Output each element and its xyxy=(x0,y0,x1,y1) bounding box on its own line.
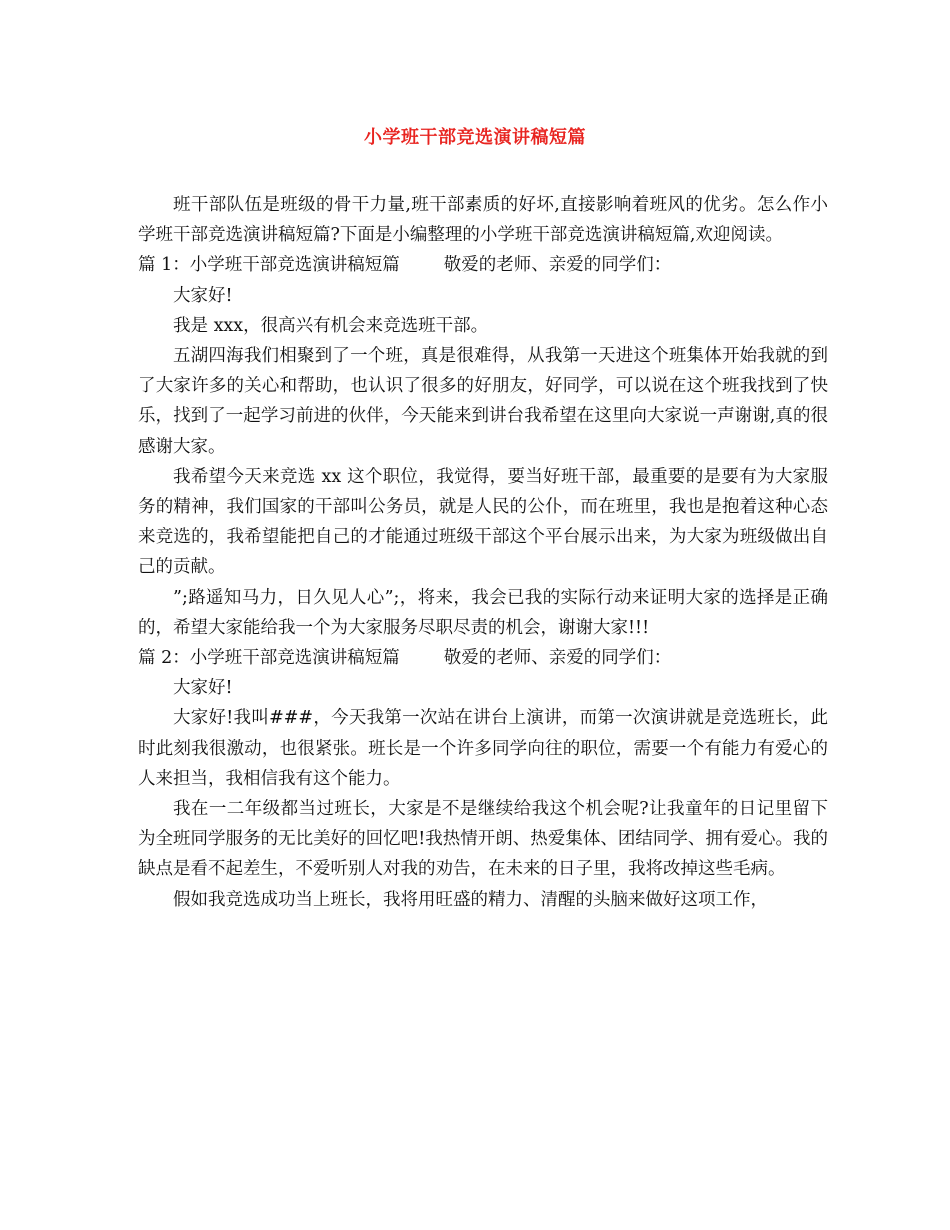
section-1-paragraph: 五湖四海我们相聚到了一个班，真是很难得，从我第一天进这个班集体开始我就的到了大家许多的关心和帮助，也认识了很多的好朋友，好同学，可以说在这个班我找到了快乐，找到了一起学习前进的伙伴，今天能来到讲台我希望在这里向大家说一声谢谢,真的很感谢大家。 xyxy=(138,346,828,457)
document-body xyxy=(138,190,828,915)
section-2-salutation: 敬爱的老师、亲爱的同学们： xyxy=(443,648,672,669)
section-1-paragraph: ”;路遥知马力，日久见人心”;，将来，我会已我的实际行动来证明大家的选择是正确的，希望大家能给我一个为大家服务尽职尽责的机会，谢谢大家!!! xyxy=(138,587,828,638)
section-1-salutation: 敬爱的老师、亲爱的同学们： xyxy=(443,255,672,276)
section-1-paragraph: 我希望今天来竞选 xx 这个职位，我觉得，要当好班干部，最重要的是要有为大家服务的精神，我们国家的干部叫公务员，就是人民的公仆，而在班里，我也是抱着这种心态来竞选的，我希望能把自己的才能通过班级干部这个平台展示出来，为大家为班级做出自己的贡献。 xyxy=(138,466,828,578)
section-1-heading-line xyxy=(138,250,828,280)
section-2-paragraph: 假如我竞选成功当上班长，我将用旺盛的精力、清醒的头脑来做好这项工作， xyxy=(173,889,768,910)
section-1-paragraph: 我是 xxx，很高兴有机会来竞选班干部。 xyxy=(173,315,489,336)
section-2-paragraph: 大家好! xyxy=(173,678,233,699)
section-2-heading: 篇 2：小学班干部竞选演讲稿短篇 xyxy=(138,648,400,669)
document-title: 小学班干部竞选演讲稿短篇 xyxy=(364,127,586,148)
section-2-paragraph: 我在一二年级都当过班长，大家是不是继续给我这个机会呢?让我童年的日记里留下为全班同学服务的无比美好的回忆吧!我热情开朗、热爱集体、团结同学、拥有爱心。我的缺点是看不起差生，不爱听别人对我的劝告，在未来的日子里，我将改掉这些毛病。 xyxy=(138,799,828,880)
section-2-heading-line xyxy=(138,643,828,673)
section-1-heading: 篇 1：小学班干部竞选演讲稿短篇 xyxy=(138,255,400,276)
section-1-paragraph: 大家好! xyxy=(173,285,233,306)
intro-paragraph: 班干部队伍是班级的骨干力量,班干部素质的好坏,直接影响着班风的优劣。怎么作小学班干部竞选演讲稿短篇?下面是小编整理的小学班干部竞选演讲稿短篇,欢迎阅读。 xyxy=(138,195,828,246)
section-2-paragraph: 大家好!我叫###，今天我第一次站在讲台上演讲，而第一次演讲就是竞选班长，此时此刻我很激动，也很紧张。班长是一个许多同学向往的职位，需要一个有能力有爱心的人来担当，我相信我有这个能力。 xyxy=(138,708,828,789)
